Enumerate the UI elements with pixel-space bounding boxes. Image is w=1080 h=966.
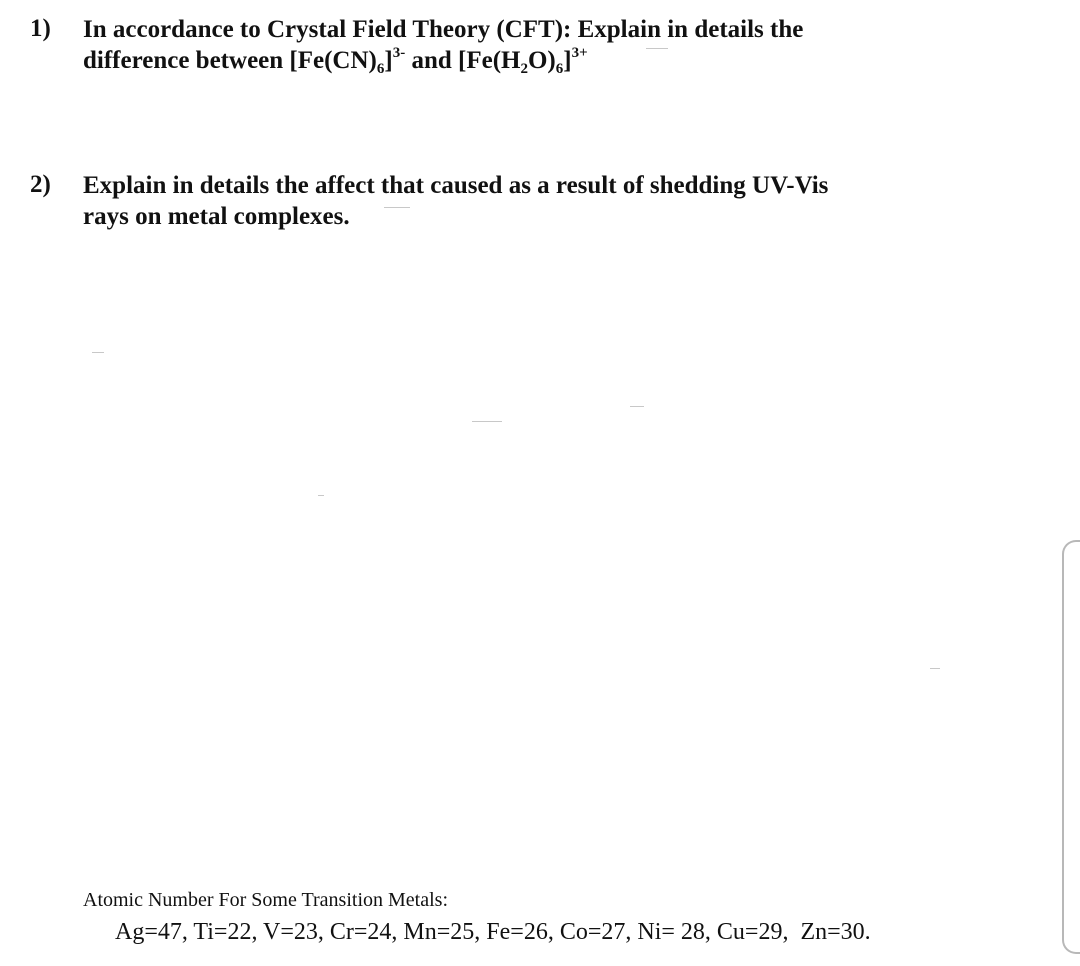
formula-bracket: ] <box>384 47 393 74</box>
scan-speck <box>472 421 502 422</box>
scan-speck <box>630 406 644 407</box>
formula-subscript: 2 <box>520 61 528 77</box>
scan-speck <box>318 495 324 496</box>
question-line-2: rays on metal complexes. <box>83 203 350 230</box>
question-line-1: In accordance to Crystal Field Theory (CFT): Explain in details the <box>83 16 804 43</box>
question-text <box>83 14 923 76</box>
scan-speck <box>646 48 668 49</box>
question-number: 1) <box>30 15 51 42</box>
atomic-numbers-title: Atomic Number For Some Transition Metals: <box>83 889 448 911</box>
question-text <box>83 170 923 232</box>
question-number: 2) <box>30 171 51 198</box>
scroll-handle[interactable] <box>1062 540 1080 954</box>
formula-bracket: ] <box>563 47 572 74</box>
question-line-1: Explain in details the affect that caused as a result of shedding UV-Vis <box>83 172 829 199</box>
atomic-numbers-list: Ag=47, Ti=22, V=23, Cr=24, Mn=25, Fe=26, Co=27, Ni= 28, Cu=29, Zn=30. <box>115 919 871 945</box>
formula-prefix: difference between [Fe(CN) <box>83 47 377 74</box>
scan-speck <box>92 352 104 353</box>
formula-subscript: 6 <box>555 61 564 77</box>
scan-speck <box>384 207 410 208</box>
formula-charge: 3+ <box>571 45 588 61</box>
formula-charge: 3- <box>392 45 406 61</box>
question-line-2 <box>83 45 923 76</box>
formula-oxygen: O) <box>527 47 556 74</box>
formula-middle: and [Fe(H <box>405 47 521 74</box>
scan-speck <box>930 668 940 669</box>
formula-subscript: 6 <box>376 61 385 77</box>
